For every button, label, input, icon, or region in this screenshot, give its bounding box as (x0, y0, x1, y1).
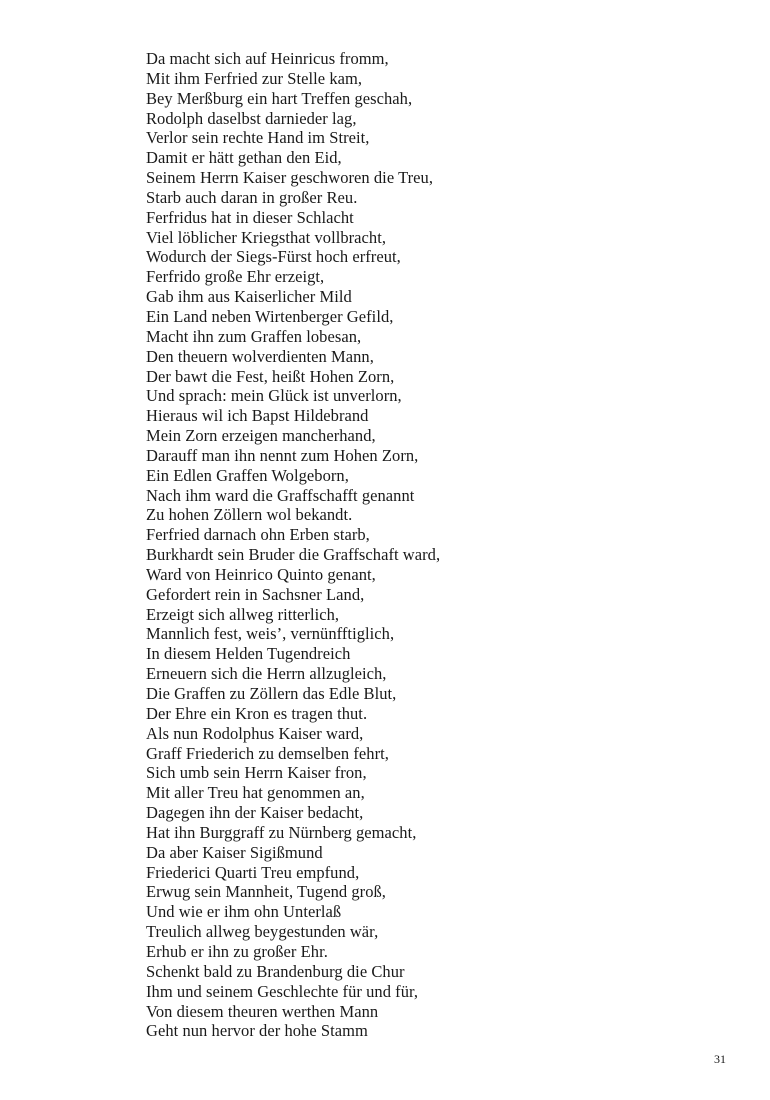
page-number: 31 (714, 1052, 726, 1066)
poem-line: Macht ihn zum Graffen lobesan, (146, 326, 362, 346)
poem-line: Zu hohen Zöllern wol bekandt. (146, 505, 353, 525)
poem-line: Ein Land neben Wirtenberger Gefild, (146, 306, 394, 326)
poem-line: Die Graffen zu Zöllern das Edle Blut, (146, 684, 397, 703)
poem-line: In diesem Helden Tugendreich (146, 644, 351, 664)
poem-line: Erzeigt sich allweg ritterlich, (146, 604, 340, 624)
poem-line: Verlor sein rechte Hand im Streit, (146, 128, 370, 148)
poem-line: Bey Merßburg ein hart Treffen geschah, (146, 88, 413, 108)
poem-line: Rodolph daselbst darnieder lag, (146, 108, 357, 128)
poem-line: Gab ihm aus Kaiserlicher Mild (146, 287, 352, 307)
poem-line: Damit er hätt gethan den Eid, (146, 148, 342, 168)
poem-line: Geht nun hervor der hohe Stamm (146, 1021, 368, 1041)
poem-line: Ferfridus hat in dieser Schlacht (146, 207, 354, 227)
poem-line: Erwug sein Mannheit, Tugend groß, (146, 882, 386, 902)
poem-line: Den theuern wolverdienten Mann, (146, 346, 374, 366)
poem-line: Da macht sich auf Heinricus fromm, (146, 49, 389, 68)
poem-line: Von diesem theuren werthen Mann (146, 1001, 379, 1021)
poem-line: Sich umb sein Herrn Kaiser fron, (146, 763, 367, 783)
poem-line: Mit aller Treu hat genommen an, (146, 783, 365, 803)
poem-line: Ferfrido große Ehr erzeigt, (146, 267, 325, 287)
poem-line: Ward von Heinrico Quinto genant, (146, 564, 376, 584)
poem-line: Seinem Herrn Kaiser geschworen die Treu, (146, 168, 434, 188)
poem-line: Mit ihm Ferfried zur Stelle kam, (146, 68, 363, 88)
poem-line: Viel löblicher Kriegsthat vollbracht, (146, 227, 387, 247)
poem-line: Schenkt bald zu Brandenburg die Chur (146, 961, 405, 981)
poem-line: Und sprach: mein Glück ist unverlorn, (146, 386, 402, 406)
poem-line: Mein Zorn erzeigen mancherhand, (146, 426, 376, 446)
poem-line: Der bawt die Fest, heißt Hohen Zorn, (146, 366, 395, 386)
poem-line: Hieraus wil ich Bapst Hildebrand (146, 406, 369, 426)
poem-line: Nach ihm ward die Graffschafft genannt (146, 485, 415, 505)
poem-line: Dagegen ihn der Kaiser bedacht, (146, 803, 364, 823)
poem-line: Der Ehre ein Kron es tragen thut. (146, 703, 368, 723)
poem-line: Da aber Kaiser Sigißmund (146, 842, 323, 862)
poem-line: Erhub er ihn zu großer Ehr. (146, 941, 328, 961)
poem-line: Treulich allweg beygestunden wär, (146, 922, 379, 942)
poem-line: Graff Friederich zu demselben fehrt, (146, 743, 389, 763)
poem-line: Ferfried darnach ohn Erben starb, (146, 525, 370, 545)
poem-line: Als nun Rodolphus Kaiser ward, (146, 723, 364, 743)
poem-line: Erneuern sich die Herrn allzugleich, (146, 664, 387, 684)
poem-line: Und wie er ihm ohn Unterlaß (146, 902, 342, 922)
poem-line: Gefordert rein in Sachsner Land, (146, 584, 365, 604)
poem-line: Burkhardt sein Bruder die Graffschaft ward, (146, 545, 441, 565)
poem-line: Wodurch der Siegs-Fürst hoch erfreut, (146, 247, 401, 267)
poem-line: Darauff man ihn nennt zum Hohen Zorn, (146, 445, 419, 465)
poem-line: Starb auch daran in großer Reu. (146, 187, 358, 207)
poem-line: Ihm und seinem Geschlechte für und für, (146, 981, 419, 1001)
poem-line: Friederici Quarti Treu empfund, (146, 862, 360, 882)
poem-text (146, 49, 440, 1041)
poem-line: Mannlich fest, weis’, vernünfftiglich, (146, 624, 395, 644)
poem-line: Hat ihn Burggraff zu Nürnberg gemacht, (146, 822, 417, 842)
poem-line: Ein Edlen Graffen Wolgeborn, (146, 465, 349, 485)
